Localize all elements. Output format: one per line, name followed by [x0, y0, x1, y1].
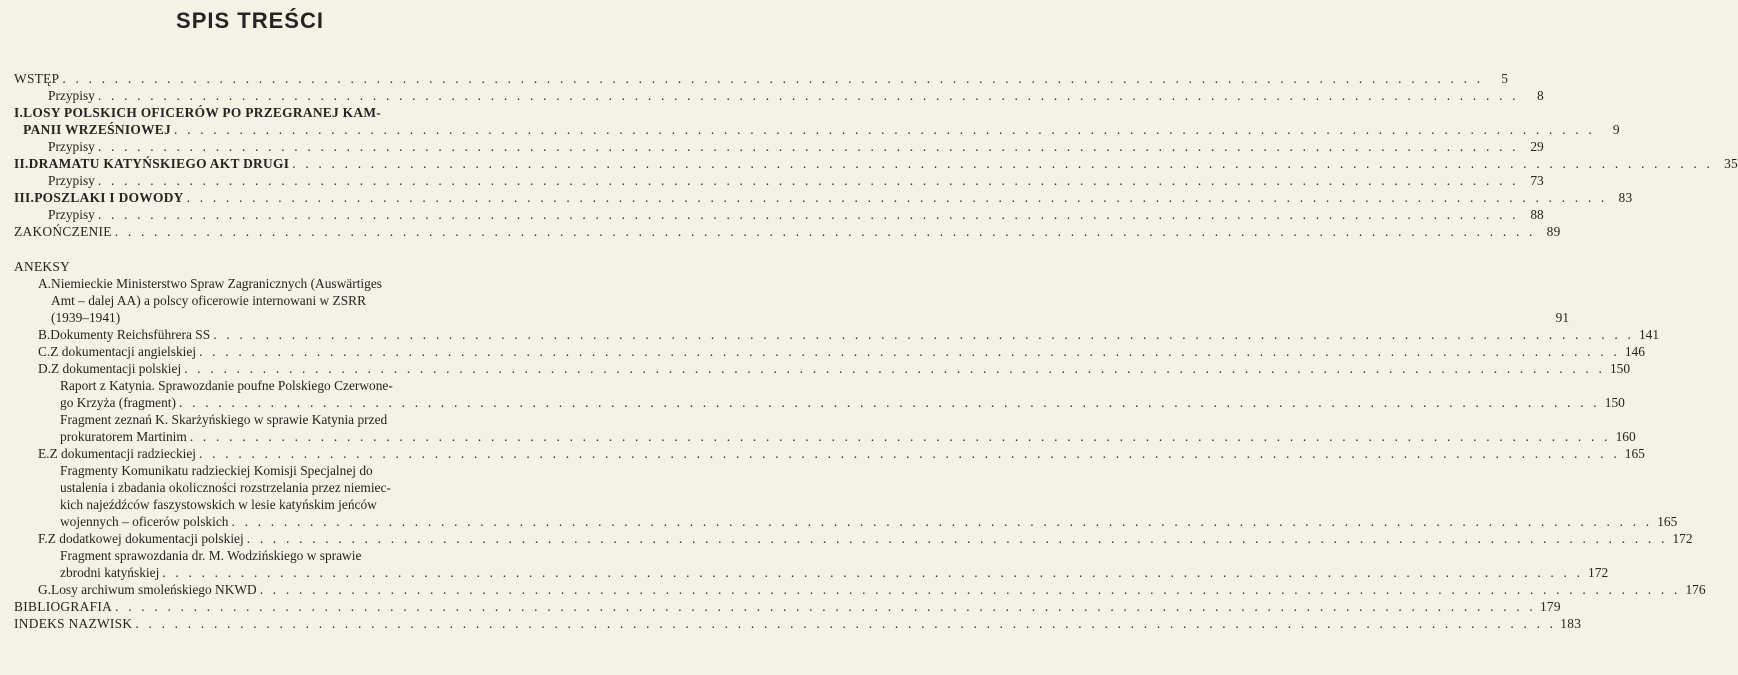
annex-letter: B.: [38, 327, 51, 342]
toc-entry-ch2-przypisy[interactable]: [14, 172, 1544, 189]
toc-page-number: 91: [1555, 310, 1570, 325]
annex-letter: E.: [38, 446, 50, 461]
dot-leader: [179, 394, 1600, 411]
toc-entry-annex-d[interactable]: [14, 360, 1631, 377]
toc-page-number: 83: [1618, 190, 1633, 205]
annex-letter: G.: [38, 582, 52, 597]
dot-leader: [98, 172, 1519, 189]
toc-page-number: 172: [1588, 565, 1609, 580]
toc-page-number: 160: [1615, 429, 1636, 444]
dot-leader: [98, 206, 1519, 223]
dot-leader: [115, 598, 1536, 615]
toc-entry-label: DRAMATU KATYŃSKIEGO AKT DRUGI: [28, 156, 290, 171]
toc-entry-ch3-przypisy[interactable]: [14, 206, 1544, 223]
toc-page-number: 29: [1530, 139, 1544, 154]
dot-leader: [62, 70, 1483, 87]
toc-entry-zakonczenie[interactable]: [14, 223, 1561, 240]
toc-entry-ch1-przypisy[interactable]: [14, 138, 1544, 155]
chapter-number: III.: [14, 190, 35, 205]
toc-entry-label-line: Fragmenty Komunikatu radzieckiej Komisji Specjalnej do: [60, 463, 373, 478]
dot-leader: [184, 360, 1605, 377]
toc-entry-label-line: Fragment zeznań K. Skarżyńskiego w sprawie Katynia przed: [60, 412, 388, 427]
toc-entry-label-line: ustalenia i zbadania okoliczności rozstrzelania przez niemiec-: [60, 480, 391, 495]
table-of-contents: [14, 70, 1738, 632]
dot-leader: [162, 564, 1583, 581]
toc-entry-annex-e[interactable]: [14, 445, 1645, 462]
toc-entry-indeks[interactable]: [14, 615, 1582, 632]
toc-page-number: 141: [1638, 327, 1660, 342]
chapter-number: I.: [14, 105, 24, 120]
toc-entry-annex-d-1[interactable]: [14, 377, 1625, 411]
toc-entry-label: Z dokumentacji angielskiej: [50, 344, 197, 359]
dot-leader: [199, 445, 1620, 462]
toc-page-number: 172: [1672, 531, 1693, 546]
chapter-number: II.: [14, 156, 29, 171]
toc-entry-annex-d-2[interactable]: [14, 411, 1636, 445]
toc-entry-label: Z dokumentacji radzieckiej: [49, 446, 197, 461]
toc-entry-wstep[interactable]: [14, 70, 1509, 87]
page-title: SPIS TREŚCI: [176, 8, 324, 33]
toc-entry-annex-f[interactable]: [14, 530, 1693, 547]
toc-entry-label: Z dokumentacji polskiej: [51, 361, 182, 376]
toc-page-number: 146: [1624, 344, 1645, 359]
dot-leader: [190, 428, 1611, 445]
dot-leader: [247, 530, 1668, 547]
toc-entry-label-line: go Krzyża (fragment): [60, 395, 176, 410]
toc-entry-label: WSTĘP: [14, 71, 60, 86]
toc-entry-label-line: prokuratorem Martinim: [60, 429, 187, 444]
toc-entry-label-line: Raport z Katynia. Sprawozdanie poufne Polskiego Czerwone-: [60, 378, 393, 393]
toc-entry-label-line: Niemieckie Ministerstwo Spraw Zagranicznych (Auswärtiges: [51, 276, 382, 291]
dot-leader: [187, 189, 1608, 206]
toc-entry-annex-e-1[interactable]: [14, 462, 1678, 530]
toc-entry-label: Przypisy: [48, 88, 95, 103]
toc-entry-chapter-1[interactable]: [14, 104, 1620, 138]
toc-page-number: 183: [1560, 616, 1582, 631]
annex-letter: A.: [38, 276, 52, 291]
toc-page-number: 165: [1657, 514, 1678, 529]
toc-page-number: 179: [1539, 599, 1561, 614]
toc-entry-label-line: LOSY POLSKICH OFICERÓW PO PRZEGRANEJ KAM-: [23, 105, 382, 120]
toc-entry-label-line: PANII WRZEŚNIOWEJ: [23, 122, 172, 137]
annex-letter: C.: [38, 344, 51, 359]
dot-leader: [260, 581, 1681, 598]
toc-entry-chapter-3[interactable]: [14, 189, 1633, 206]
toc-entry-annex-f-1[interactable]: [14, 547, 1609, 581]
toc-entry-annex-a[interactable]: [14, 275, 1570, 326]
dot-leader: [135, 615, 1556, 632]
toc-entry-label: Przypisy: [48, 139, 95, 154]
toc-page-number: 150: [1604, 395, 1625, 410]
annexes-heading: ANEKSY: [14, 259, 71, 274]
dot-leader: [174, 121, 1595, 138]
toc-entry-label-line: zbrodni katyńskiej: [60, 565, 160, 580]
toc-entry-label: Przypisy: [48, 207, 95, 222]
dot-leader: [199, 343, 1620, 360]
toc-entry-label-line: (1939–1941): [51, 310, 121, 325]
toc-entry-annex-g[interactable]: [14, 581, 1706, 598]
toc-entry-label-line: Amt – dalej AA) a polscy oficerowie internowani w ZSRR: [51, 293, 367, 308]
toc-page-number: 165: [1624, 446, 1645, 461]
dot-leader: [231, 513, 1652, 530]
annex-letter: D.: [38, 361, 52, 376]
toc-entry-annex-b[interactable]: [14, 326, 1660, 343]
toc-page-number: 9: [1612, 122, 1620, 137]
toc-entry-label: Z dodatkowej dokumentacji polskiej: [47, 531, 244, 546]
toc-entry-label: ZAKOŃCZENIE: [14, 224, 112, 239]
toc-entry-label-line: wojennych – oficerów polskich: [60, 514, 229, 529]
toc-page-number: 88: [1530, 207, 1544, 222]
dot-leader: [213, 326, 1634, 343]
toc-page-number: 35: [1724, 156, 1738, 171]
toc-entry-label: Dokumenty Reichsführera SS: [50, 327, 211, 342]
toc-page-number: 5: [1501, 71, 1509, 86]
toc-entry-annex-c[interactable]: [14, 343, 1645, 360]
toc-page-number: 8: [1537, 88, 1544, 103]
annex-letter: F.: [38, 531, 48, 546]
dot-leader: [98, 87, 1519, 104]
dot-leader: [98, 138, 1519, 155]
toc-entry-label: BIBLIOGRAFIA: [14, 599, 113, 614]
toc-entry-bibliografia[interactable]: [14, 598, 1561, 615]
toc-page-number: 89: [1546, 224, 1561, 239]
toc-page-number: 73: [1530, 173, 1544, 188]
toc-entry-label-line: kich najeźdźców faszystowskich w lesie katyńskim jeńców: [60, 497, 377, 512]
toc-page-number: 176: [1685, 582, 1706, 597]
toc-page-number: 150: [1609, 361, 1631, 376]
toc-entry-label: POSZLAKI I DOWODY: [34, 190, 184, 205]
toc-entry-chapter-2[interactable]: [14, 155, 1738, 172]
toc-entry-wstep-przypisy[interactable]: [14, 87, 1544, 104]
dot-leader: [115, 223, 1536, 240]
toc-entry-label: Losy archiwum smoleńskiego NKWD: [51, 582, 257, 597]
toc-entry-label-line: Fragment sprawozdania dr. M. Wodzińskiego w sprawie: [60, 548, 362, 563]
toc-entry-label: Przypisy: [48, 173, 95, 188]
dot-leader: [292, 155, 1713, 172]
toc-entry-label: INDEKS NAZWISK: [14, 616, 133, 631]
